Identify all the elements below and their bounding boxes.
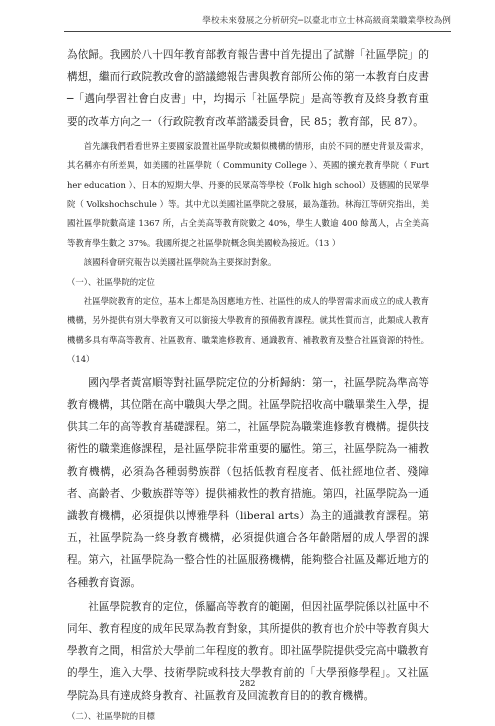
paragraph-intro: 為依歸。我國於八十四年教育部教育報告書中首先提出了試辦「社區學院」的構想，繼而行政院教改會的諮議總報告書與教育部所公佈的第一本教育白皮書─「邁向學習社會白皮書」中，均揭示「社區學院」是高等教育及終身教育重要的改革方向之一（行政院教育改革諮議委員會，民 85；教育部，民 87）。 <box>67 49 429 128</box>
header-rule <box>64 31 451 32</box>
paragraph-scholar-analysis: 國內學者黃富順等對社區學院定位的分析歸納：第一，社區學院為準高等教育機構，其位階在高中職與大學之間。社區學院招收高中職畢業生入學，提供其二年的高等教育基礎課程。第二，社區學院為職業進修教育機構。提供技術性的職業進修課程，是社區學院非常重要的屬性。第三，社區學院為一補教教育機構，必須為各種弱勢族群（包括低教育程度者、低社經地位者、殘障者、高齡者、少數族群等等）提供補救性的教育措施。第四，社區學院為一通識教育機構，必須提供以博雅學科（liberal arts）為主的通識教育課程。第五，社區學院為一終身教育機構，必須提供適合各年齡階層的成人學習的課程。第六，社區學院為一整合性的社區服務機構，能夠整合社區及鄰近地方的各種教育資源。 <box>67 376 429 589</box>
page-number: 282 <box>239 678 256 688</box>
section-heading-positioning: （一）、社區學院的定位 <box>67 276 155 287</box>
section-heading-goals: （二）、社區學院的目標 <box>67 710 155 721</box>
paragraph-positioning: 社區學院教育的定位，基本上都是為因應地方性、社區性的成人的學習需求而成立的成人教育機構，另外提供有別大學教育又可以銜接大學教育的預備教育課程。就其性質而言，此類成人教育機構多具有準高等教育、社區教育、職業進修教育、通識教育、補教教育及整合社區資源的特性。（14） <box>67 296 429 365</box>
document-body <box>67 44 429 726</box>
paragraph-education-scope: 社區學院教育的定位，係屬高等教育的範圍，但因社區學院係以社區中不同年、教育程度的成年民眾為教育對象，其所提供的教育也介於中等教育與大學教育之間，相當於大學前二年程度的教育。即社區學院提供受完高中職教育的學生，進入大學、技術學院或科技大學教育前的「大學預修學程」。又社區學院為具有達成終身教育、社區教育及回流教育目的的教育機構。 <box>67 600 429 702</box>
paragraph-research-focus: 該國科會研究報告以美國社區學院為主要探討對象。 <box>83 257 277 268</box>
running-header: 學校未來發展之分析研究─以臺北市立士林高級商業職業學校為例 <box>202 16 451 26</box>
paragraph-world-community-colleges: 首先讓我們看看世界主要國家設置社區學院或類似機構的情形，由於不同的歷史背景及需求，其名稱亦有所差異，如美國的社區學院（ Community College ）、英國的擴充教育學院（ Further education ）、日本的短期大學、丹麥的民眾高等學校（Folk high school）及德國的民眾學院（ Volkshochschule ）等。其中尤以美國社區學院之發展，最為蓬勃。林海江等研究指出，美國社區學院數高達 1367 所，占全美高等教育院數之 40%，學生人數逾 400 餘萬人，占全美高等教育學生數之 37%。我國所提之社區學院概念與美國較為接近。（13 ） <box>67 140 429 248</box>
